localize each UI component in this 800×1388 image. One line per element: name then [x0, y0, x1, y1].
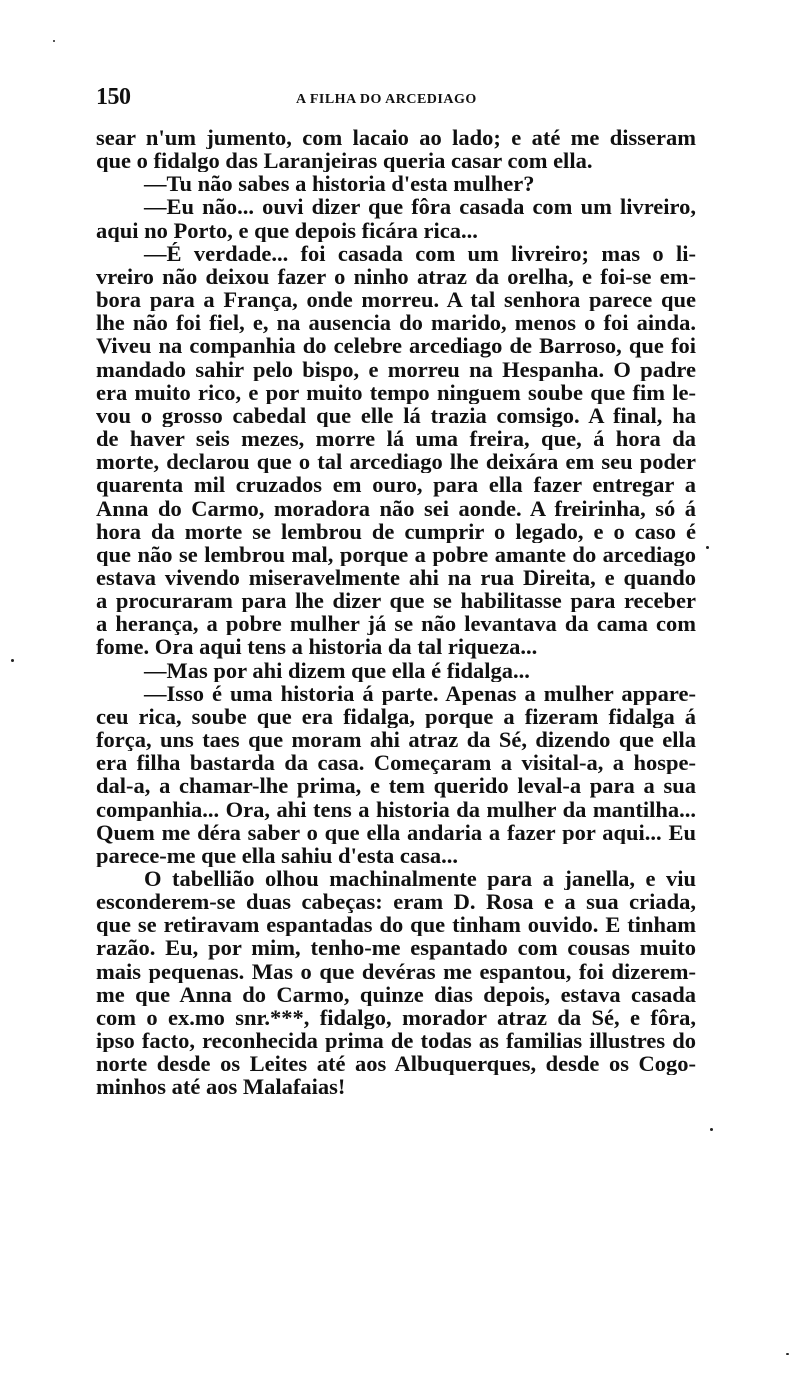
scan-speck: [706, 546, 709, 549]
text-line: morte, declarou que o tal arcediago lhe deixára em seu poder: [96, 450, 696, 474]
text-line: lhe não foi fiel, e, na ausencia do marido, menos o foi ainda.: [96, 311, 696, 335]
text-line: com o ex.mo snr.***, fidalgo, morador atraz da Sé, e fôra,: [96, 1005, 696, 1030]
text-line: bora para a França, onde morreu. A tal senhora parece que: [96, 288, 696, 312]
text-line: quarenta mil cruzados em ouro, para ella fazer entregar a: [96, 473, 696, 497]
text-line: razão. Eu, por mim, tenho-me espantado com cousas muito: [96, 936, 696, 960]
text-line: ceu rica, soube que era fidalga, porque a fizeram fidalga á: [96, 704, 696, 729]
text-line: Quem me déra saber o que ella andaria a fazer por aqui... Eu: [96, 820, 696, 844]
text-line: —Mas por ahi dizem que ella é fidalga...: [144, 658, 530, 682]
text-line: força, uns taes que moram ahi atraz da Sé, dizendo que ella: [96, 728, 696, 752]
text-line: ipso facto, reconhecida prima de todas as familias illustres do: [96, 1029, 696, 1053]
page-number: 150: [96, 84, 131, 110]
text-line: que não se lembrou mal, porque a pobre amante do arcediago: [96, 542, 696, 566]
text-line: —Tu não sabes a historia d'esta mulher?: [144, 172, 535, 196]
text-line: vou o grosso cabedal que elle lá trazia comsigo. A final, ha: [96, 403, 696, 428]
scan-speck: [786, 1353, 789, 1355]
text-line: mandado sahir pelo bispo, e morreu na Hespanha. O padre: [96, 357, 696, 381]
text-line: que se retiravam espantadas do que tinham ouvido. E tinham: [96, 913, 696, 937]
text-line: —Isso é uma historia á parte. Apenas a mulher appare-: [144, 681, 696, 705]
text-line: sear n'um jumento, com lacaio ao lado; e até me disseram: [96, 126, 696, 150]
text-line: dal-a, a chamar-lhe prima, e tem querido leval-a para a sua: [96, 774, 696, 798]
text-line: hora da morte se lembrou de cumprir o legado, e o caso é: [96, 519, 696, 543]
body-text: [96, 126, 696, 1099]
text-line: Anna do Carmo, moradora não sei aonde. A freirinha, só á: [96, 496, 696, 520]
text-line: O tabellião olhou machinalmente para a janella, e viu: [144, 867, 696, 891]
text-line: a procuraram para lhe dizer que se habilitasse para receber: [96, 589, 696, 613]
text-line: companhia... Ora, ahi tens a historia da mulher da mantilha...: [96, 797, 696, 821]
text-line: norte desde os Leites até aos Albuquerques, desde os Cogo-: [96, 1052, 696, 1076]
text-line: estava vivendo miseravelmente ahi na rua Direita, e quando: [96, 565, 696, 590]
scan-speck: [11, 659, 14, 662]
scan-speck: [710, 1128, 713, 1131]
text-line: que o fidalgo das Laranjeiras queria casar com ella.: [96, 149, 593, 173]
text-line: minhos até aos Malafaias!: [96, 1075, 346, 1099]
text-line: mais pequenas. Mas o que devéras me espantou, foi dizerem-: [96, 959, 696, 983]
text-line: Viveu na companhia do celebre arcediago de Barroso, que foi: [96, 334, 696, 358]
text-line: esconderem-se duas cabeças: eram D. Rosa e a sua criada,: [96, 890, 696, 914]
text-line: aqui no Porto, e que depois ficára rica...: [96, 218, 478, 242]
text-line: era filha bastarda da casa. Começaram a visital-a, a hospe-: [96, 751, 696, 775]
scan-speck: [53, 40, 55, 42]
text-line: a herança, a pobre mulher já se não levantava da cama com: [96, 612, 696, 636]
text-line: parece-me que ella sahiu d'esta casa...: [96, 843, 459, 867]
text-line: fome. Ora aqui tens a historia da tal riqueza...: [96, 635, 538, 659]
running-title: A FILHA DO ARCEDIAGO: [296, 92, 477, 107]
text-line: de haver seis mezes, morre lá uma freira, que, á hora da: [96, 427, 696, 451]
text-line: era muito rico, e por muito tempo ninguem soube que fim le-: [96, 380, 696, 404]
text-line: —É verdade... foi casada com um livreiro; mas o li-: [144, 241, 696, 265]
text-line: —Eu não... ouvi dizer que fôra casada com um livreiro,: [144, 195, 696, 219]
text-line: vreiro não deixou fazer o ninho atraz da orelha, e foi-se em-: [96, 264, 696, 289]
text-line: me que Anna do Carmo, quinze dias depois, estava casada: [96, 982, 696, 1006]
page-header: [96, 84, 696, 114]
